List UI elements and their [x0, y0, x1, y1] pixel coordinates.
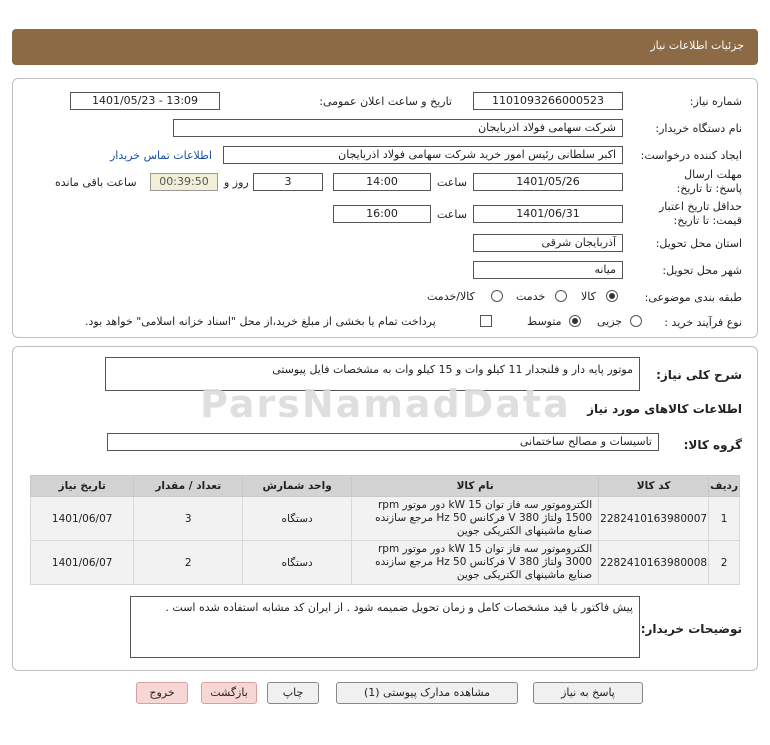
- category-option-service: خدمت: [516, 290, 546, 303]
- need-number-field: 1101093266000523: [473, 92, 623, 110]
- creator-label: ایجاد کننده درخواست:: [640, 149, 742, 162]
- cell-code: 2282410163980008: [599, 541, 709, 585]
- process-option-minor: جزیی: [597, 315, 623, 328]
- attachments-button[interactable]: مشاهده مدارک پیوستی (1): [336, 682, 518, 704]
- cell-name: الکتروموتور سه فاز توان kW 15 دور موتور rpm 3000 ولتاژ 380 V فرکانس Hz 50 مرجع سازنده صنایع ماشینهای الکتریکی جوین: [352, 541, 599, 585]
- cell-row-number: 1: [709, 497, 740, 541]
- contact-link[interactable]: اطلاعات تماس خریدار: [110, 149, 212, 162]
- payment-note: پرداخت تمام یا بخشی از مبلغ خرید،از محل "اسناد خزانه اسلامی" خواهد بود.: [85, 315, 436, 328]
- table-header-row: [31, 476, 740, 497]
- goods-section-title: اطلاعات کالاهای مورد نیاز: [587, 402, 742, 416]
- creator-field: اکبر سلطانی رئیس امور خرید شرکت سهامی فولاد اذربایجان: [223, 146, 623, 164]
- treasury-checkbox[interactable]: [480, 315, 492, 327]
- cell-code: 2282410163980007: [599, 497, 709, 541]
- buyer-notes-field: پیش فاکتور با قید مشخصات کامل و زمان تحویل ضمیمه شود . از ایران کد مشابه استفاده شده است .: [130, 596, 640, 658]
- process-radio-minor[interactable]: [630, 315, 642, 327]
- print-button[interactable]: چاپ: [267, 682, 319, 704]
- city-field: میانه: [473, 261, 623, 279]
- back-button[interactable]: بازگشت: [201, 682, 257, 704]
- announce-label: تاریخ و ساعت اعلان عمومی:: [319, 95, 452, 108]
- column-header-row-number: ردیف: [709, 476, 740, 497]
- cell-unit: دستگاه: [243, 541, 352, 585]
- category-radio-service[interactable]: [555, 290, 567, 302]
- category-radio-goods-service[interactable]: [491, 290, 503, 302]
- description-label: شرح کلی نیاز:: [656, 368, 742, 382]
- deadline-date-field: 1401/05/26: [473, 173, 623, 191]
- validity-time-field: 16:00: [333, 205, 431, 223]
- description-field: موتور پایه دار و فلنجدار 11 کیلو وات و 15 کیلو وات به مشخصات فایل پیوستی: [105, 357, 640, 391]
- province-field: آذربایجان شرقی: [473, 234, 623, 252]
- days-field: 3: [253, 173, 323, 191]
- days-label: روز و: [224, 176, 249, 189]
- buyer-label: نام دستگاه خریدار:: [655, 122, 742, 135]
- cell-date: 1401/06/07: [31, 497, 134, 541]
- cell-qty: 3: [134, 497, 243, 541]
- table-row: [31, 497, 740, 541]
- column-header-qty: تعداد / مقدار: [134, 476, 243, 497]
- category-radio-goods[interactable]: [606, 290, 618, 302]
- cell-unit: دستگاه: [243, 497, 352, 541]
- remaining-label: ساعت باقی مانده: [55, 176, 137, 189]
- exit-button[interactable]: خروج: [136, 682, 188, 704]
- goods-table: [30, 475, 740, 585]
- goods-group-field: تاسیسات و مصالح ساختمانی: [107, 433, 659, 451]
- deadline-time-field: 14:00: [333, 173, 431, 191]
- remaining-time-field: 00:39:50: [150, 173, 218, 191]
- cell-date: 1401/06/07: [31, 541, 134, 585]
- reply-button[interactable]: پاسخ به نیاز: [533, 682, 643, 704]
- column-header-date: تاریخ نیاز: [31, 476, 134, 497]
- watermark-logo: ParsNamadData: [200, 382, 571, 426]
- category-option-goods-service: کالا/خدمت: [427, 290, 475, 303]
- deadline-time-label: ساعت: [437, 176, 467, 189]
- process-option-medium: متوسط: [527, 315, 562, 328]
- city-label: شهر محل تحویل:: [662, 264, 742, 277]
- process-label: نوع فرآیند خرید :: [664, 316, 742, 329]
- column-header-code: کد کالا: [599, 476, 709, 497]
- announce-field: 1401/05/23 - 13:09: [70, 92, 220, 110]
- buyer-notes-label: توضیحات خریدار:: [640, 622, 742, 636]
- column-header-name: نام کالا: [352, 476, 599, 497]
- page-header: [12, 29, 758, 65]
- validity-time-label: ساعت: [437, 208, 467, 221]
- page-title: جزئیات اطلاعات نیاز: [650, 39, 744, 52]
- process-radio-medium[interactable]: [569, 315, 581, 327]
- cell-row-number: 2: [709, 541, 740, 585]
- need-number-label: شماره نیاز:: [689, 95, 742, 108]
- cell-name: الکتروموتور سه فاز توان kW 15 دور موتور rpm 1500 ولتاژ 380 V فرکانس Hz 50 مرجع سازنده صنایع ماشینهای الکتریکی جوین: [352, 497, 599, 541]
- province-label: استان محل تحویل:: [655, 237, 742, 250]
- column-header-unit: واحد شمارش: [243, 476, 352, 497]
- buyer-field: شرکت سهامی فولاد اذربایجان: [173, 119, 623, 137]
- table-row: [31, 541, 740, 585]
- category-option-goods: کالا: [581, 290, 596, 303]
- goods-group-label: گروه کالا:: [683, 438, 742, 452]
- cell-qty: 2: [134, 541, 243, 585]
- validity-date-field: 1401/06/31: [473, 205, 623, 223]
- validity-label: حداقل تاریخ اعتبار قیمت: تا تاریخ:: [658, 200, 742, 227]
- deadline-label: مهلت ارسال پاسخ: تا تاریخ:: [676, 168, 742, 195]
- category-label: طبقه بندی موضوعی:: [644, 291, 742, 304]
